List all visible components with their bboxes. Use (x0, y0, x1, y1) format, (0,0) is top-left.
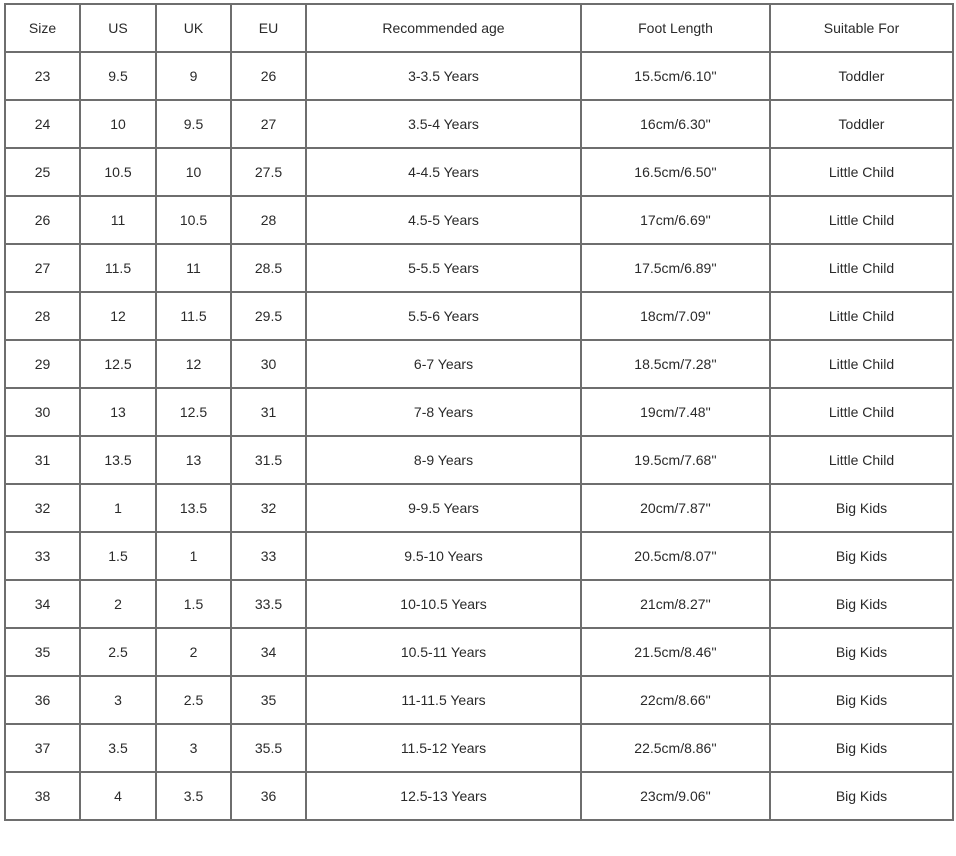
cell-size: 33 (5, 532, 80, 580)
header-eu: EU (231, 4, 306, 52)
cell-size: 29 (5, 340, 80, 388)
header-us: US (80, 4, 156, 52)
table-row (5, 148, 953, 196)
cell-size: 25 (5, 148, 80, 196)
cell-eu: 26 (231, 52, 306, 100)
cell-uk: 11.5 (156, 292, 231, 340)
table-row (5, 388, 953, 436)
table-row (5, 292, 953, 340)
cell-us: 12 (80, 292, 156, 340)
cell-eu: 28.5 (231, 244, 306, 292)
cell-recommended-age: 6-7 Years (306, 340, 581, 388)
header-foot-length: Foot Length (581, 4, 770, 52)
cell-foot-length: 22cm/8.66'' (581, 676, 770, 724)
cell-uk: 11 (156, 244, 231, 292)
cell-size: 31 (5, 436, 80, 484)
header-uk: UK (156, 4, 231, 52)
cell-recommended-age: 11-11.5 Years (306, 676, 581, 724)
cell-suitable-for: Toddler (770, 52, 953, 100)
cell-suitable-for: Big Kids (770, 676, 953, 724)
cell-uk: 1 (156, 532, 231, 580)
cell-us: 2 (80, 580, 156, 628)
cell-us: 1 (80, 484, 156, 532)
cell-suitable-for: Big Kids (770, 724, 953, 772)
cell-recommended-age: 3.5-4 Years (306, 100, 581, 148)
cell-foot-length: 21.5cm/8.46'' (581, 628, 770, 676)
header-suitable-for: Suitable For (770, 4, 953, 52)
table-row (5, 484, 953, 532)
cell-size: 27 (5, 244, 80, 292)
cell-suitable-for: Big Kids (770, 484, 953, 532)
cell-foot-length: 19.5cm/7.68'' (581, 436, 770, 484)
cell-size: 37 (5, 724, 80, 772)
cell-recommended-age: 3-3.5 Years (306, 52, 581, 100)
cell-recommended-age: 12.5-13 Years (306, 772, 581, 820)
cell-uk: 2 (156, 628, 231, 676)
cell-uk: 3.5 (156, 772, 231, 820)
cell-eu: 32 (231, 484, 306, 532)
cell-suitable-for: Big Kids (770, 772, 953, 820)
cell-recommended-age: 5-5.5 Years (306, 244, 581, 292)
cell-foot-length: 20cm/7.87'' (581, 484, 770, 532)
cell-suitable-for: Little Child (770, 340, 953, 388)
cell-uk: 13 (156, 436, 231, 484)
cell-us: 3.5 (80, 724, 156, 772)
cell-size: 28 (5, 292, 80, 340)
cell-foot-length: 16cm/6.30'' (581, 100, 770, 148)
cell-recommended-age: 10.5-11 Years (306, 628, 581, 676)
cell-recommended-age: 4-4.5 Years (306, 148, 581, 196)
cell-us: 1.5 (80, 532, 156, 580)
cell-uk: 13.5 (156, 484, 231, 532)
table-body (5, 52, 953, 820)
cell-eu: 30 (231, 340, 306, 388)
cell-uk: 9 (156, 52, 231, 100)
cell-size: 38 (5, 772, 80, 820)
table-row (5, 724, 953, 772)
table-row (5, 340, 953, 388)
table-row (5, 436, 953, 484)
cell-us: 11 (80, 196, 156, 244)
cell-us: 10 (80, 100, 156, 148)
cell-eu: 29.5 (231, 292, 306, 340)
table-header-row (5, 4, 953, 52)
cell-size: 32 (5, 484, 80, 532)
cell-recommended-age: 11.5-12 Years (306, 724, 581, 772)
table-row (5, 100, 953, 148)
cell-suitable-for: Little Child (770, 196, 953, 244)
cell-us: 4 (80, 772, 156, 820)
cell-suitable-for: Little Child (770, 244, 953, 292)
cell-size: 35 (5, 628, 80, 676)
cell-eu: 33 (231, 532, 306, 580)
cell-us: 11.5 (80, 244, 156, 292)
cell-recommended-age: 8-9 Years (306, 436, 581, 484)
cell-foot-length: 19cm/7.48'' (581, 388, 770, 436)
cell-size: 30 (5, 388, 80, 436)
table-row (5, 532, 953, 580)
size-chart-table (4, 3, 954, 821)
cell-eu: 33.5 (231, 580, 306, 628)
cell-recommended-age: 9.5-10 Years (306, 532, 581, 580)
cell-us: 9.5 (80, 52, 156, 100)
cell-recommended-age: 9-9.5 Years (306, 484, 581, 532)
cell-recommended-age: 10-10.5 Years (306, 580, 581, 628)
cell-us: 2.5 (80, 628, 156, 676)
cell-eu: 34 (231, 628, 306, 676)
table-row (5, 52, 953, 100)
cell-size: 24 (5, 100, 80, 148)
cell-us: 12.5 (80, 340, 156, 388)
cell-eu: 35.5 (231, 724, 306, 772)
cell-size: 26 (5, 196, 80, 244)
cell-suitable-for: Little Child (770, 148, 953, 196)
table-row (5, 772, 953, 820)
cell-eu: 27 (231, 100, 306, 148)
cell-uk: 3 (156, 724, 231, 772)
cell-suitable-for: Big Kids (770, 532, 953, 580)
table-row (5, 580, 953, 628)
cell-us: 13.5 (80, 436, 156, 484)
cell-eu: 27.5 (231, 148, 306, 196)
cell-eu: 36 (231, 772, 306, 820)
cell-uk: 12.5 (156, 388, 231, 436)
cell-eu: 31.5 (231, 436, 306, 484)
cell-suitable-for: Toddler (770, 100, 953, 148)
cell-foot-length: 17.5cm/6.89'' (581, 244, 770, 292)
cell-foot-length: 20.5cm/8.07'' (581, 532, 770, 580)
table-row (5, 628, 953, 676)
table-row (5, 676, 953, 724)
cell-us: 10.5 (80, 148, 156, 196)
table-row (5, 196, 953, 244)
cell-size: 23 (5, 52, 80, 100)
cell-eu: 35 (231, 676, 306, 724)
cell-foot-length: 21cm/8.27'' (581, 580, 770, 628)
cell-recommended-age: 5.5-6 Years (306, 292, 581, 340)
cell-recommended-age: 7-8 Years (306, 388, 581, 436)
cell-suitable-for: Big Kids (770, 580, 953, 628)
cell-foot-length: 23cm/9.06'' (581, 772, 770, 820)
cell-us: 13 (80, 388, 156, 436)
size-chart (4, 3, 954, 821)
cell-suitable-for: Little Child (770, 292, 953, 340)
cell-suitable-for: Little Child (770, 388, 953, 436)
cell-suitable-for: Little Child (770, 436, 953, 484)
table-row (5, 244, 953, 292)
cell-foot-length: 18.5cm/7.28'' (581, 340, 770, 388)
cell-foot-length: 22.5cm/8.86'' (581, 724, 770, 772)
cell-uk: 10.5 (156, 196, 231, 244)
header-recommended-age: Recommended age (306, 4, 581, 52)
cell-size: 34 (5, 580, 80, 628)
cell-recommended-age: 4.5-5 Years (306, 196, 581, 244)
cell-suitable-for: Big Kids (770, 628, 953, 676)
cell-uk: 2.5 (156, 676, 231, 724)
cell-foot-length: 15.5cm/6.10'' (581, 52, 770, 100)
cell-size: 36 (5, 676, 80, 724)
cell-us: 3 (80, 676, 156, 724)
cell-eu: 31 (231, 388, 306, 436)
cell-uk: 9.5 (156, 100, 231, 148)
cell-uk: 1.5 (156, 580, 231, 628)
cell-foot-length: 16.5cm/6.50'' (581, 148, 770, 196)
header-size: Size (5, 4, 80, 52)
cell-foot-length: 17cm/6.69'' (581, 196, 770, 244)
cell-uk: 12 (156, 340, 231, 388)
cell-foot-length: 18cm/7.09'' (581, 292, 770, 340)
cell-uk: 10 (156, 148, 231, 196)
cell-eu: 28 (231, 196, 306, 244)
